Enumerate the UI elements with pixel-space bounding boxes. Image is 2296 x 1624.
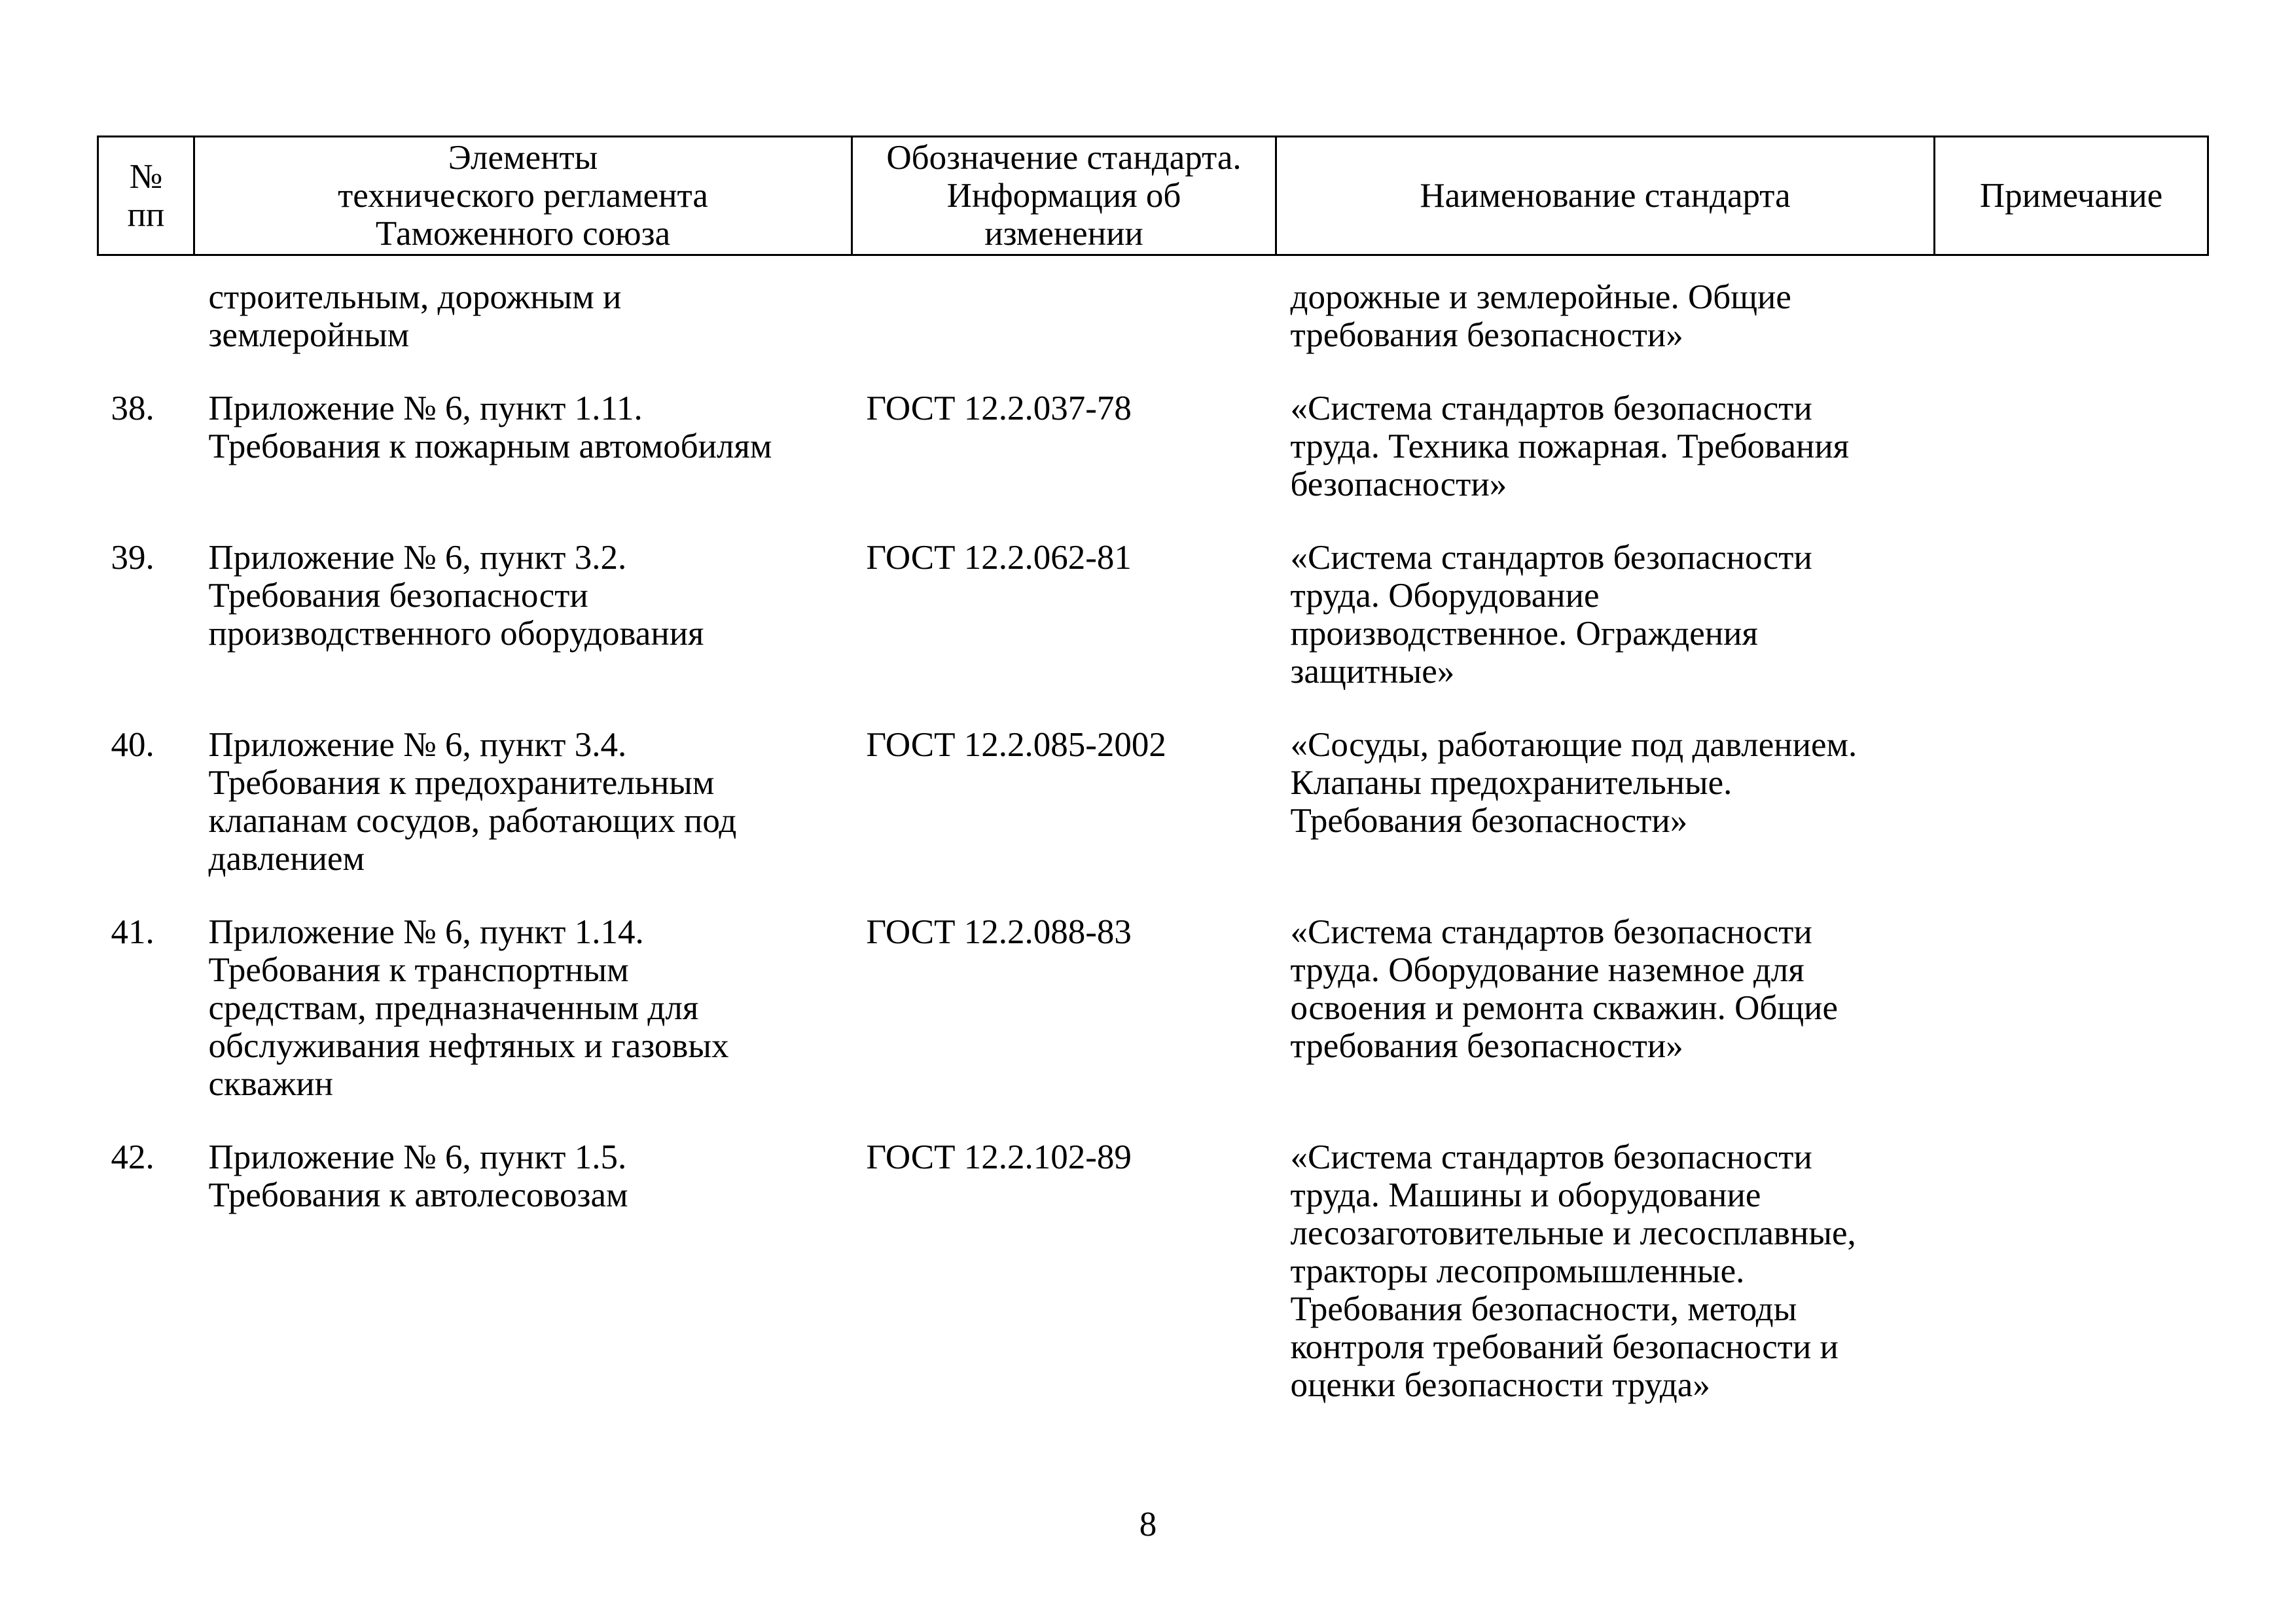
header-number-line: пп	[127, 196, 165, 234]
header-number	[98, 137, 194, 255]
row-element-line: Требования к пожарным автомобилям	[208, 427, 772, 465]
row-standard-code: ГОСТ 12.2.102-89	[866, 1138, 1132, 1176]
row-element	[194, 1138, 852, 1439]
row-name-line: Требования безопасности, методы	[1290, 1290, 1797, 1328]
header-note: Примечание	[1935, 137, 2208, 255]
row-number: 38.	[111, 389, 154, 427]
row-name-line: контроля требований безопасности и	[1290, 1328, 1839, 1366]
row-name-line: «Система стандартов безопасности	[1290, 389, 1812, 427]
header-elements-line: Таможенного союза	[375, 215, 671, 253]
row-element-line: строительным, дорожным и	[208, 278, 622, 316]
row-standard-code: ГОСТ 12.2.062-81	[866, 539, 1132, 577]
row-element-line: средствам, предназначенным для	[208, 989, 699, 1027]
row-name-line: «Сосуды, работающие под давлением.	[1290, 726, 1857, 764]
row-element	[194, 539, 852, 726]
row-standard-name	[1276, 255, 1935, 390]
header-elements-line: Элементы	[448, 139, 598, 177]
row-name-line: освоения и ремонта скважин. Общие	[1290, 989, 1839, 1027]
row-element-line: Приложение № 6, пункт 1.14.	[208, 913, 644, 951]
row-element-line: Требования безопасности	[208, 577, 588, 615]
row-element	[194, 255, 852, 390]
row-element-line: Приложение № 6, пункт 1.11.	[208, 389, 643, 427]
header-number-line: №	[129, 158, 163, 196]
standards-table	[97, 135, 2209, 1439]
row-element-line: Приложение № 6, пункт 1.5.	[208, 1138, 627, 1176]
row-number	[98, 255, 194, 390]
row-name-line: «Система стандартов безопасности	[1290, 1138, 1812, 1176]
row-name-line: труда. Техника пожарная. Требования	[1290, 427, 1850, 465]
header-code-line: Обозначение стандарта.	[886, 139, 1242, 177]
row-number: 40.	[111, 726, 154, 764]
row-note	[1935, 913, 2208, 1138]
row-name-line: защитные»	[1290, 653, 1455, 691]
row-name-line: безопасности»	[1290, 465, 1507, 503]
header-code-line: Информация об	[946, 177, 1181, 215]
row-element-line: давлением	[208, 840, 365, 878]
row-name-line: требования безопасности»	[1290, 316, 1683, 354]
row-standard-name	[1276, 389, 1935, 539]
row-element-line: Приложение № 6, пункт 3.4.	[208, 726, 627, 764]
table-row	[98, 1138, 2208, 1439]
row-element-line: клапанам сосудов, работающих под	[208, 802, 737, 840]
row-element-line: землеройным	[208, 316, 410, 354]
row-element-line: скважин	[208, 1065, 333, 1103]
header-elements-line: технического регламента	[338, 177, 708, 215]
row-standard-code	[852, 255, 1276, 390]
row-name-line: труда. Оборудование	[1290, 577, 1600, 615]
row-standard-code: ГОСТ 12.2.085-2002	[866, 726, 1166, 764]
row-element-line: Требования к предохранительным	[208, 764, 715, 802]
table-header	[98, 137, 2208, 255]
row-name-line: тракторы лесопромышленные.	[1290, 1252, 1745, 1290]
row-standard-name	[1276, 1138, 1935, 1439]
row-name-line: «Система стандартов безопасности	[1290, 913, 1812, 951]
row-note	[1935, 389, 2208, 539]
row-name-line: труда. Машины и оборудование	[1290, 1176, 1761, 1214]
row-element	[194, 389, 852, 539]
header-standard-name: Наименование стандарта	[1276, 137, 1935, 255]
row-name-line: дорожные и землеройные. Общие	[1290, 278, 1791, 316]
row-name-line: производственное. Ограждения	[1290, 615, 1758, 653]
row-element-line: Требования к автолесовозам	[208, 1176, 628, 1214]
row-name-line: оценки безопасности труда»	[1290, 1366, 1710, 1404]
table-row	[98, 389, 2208, 539]
table-row-continuation	[98, 255, 2208, 390]
row-note	[1935, 1138, 2208, 1439]
row-element-line: Приложение № 6, пункт 3.2.	[208, 539, 627, 577]
row-name-line: Клапаны предохранительные.	[1290, 764, 1732, 802]
row-standard-name	[1276, 539, 1935, 726]
row-standard-code: ГОСТ 12.2.088-83	[866, 913, 1132, 951]
row-element-line: производственного оборудования	[208, 615, 704, 653]
row-note	[1935, 539, 2208, 726]
row-number: 39.	[111, 539, 154, 577]
row-element-line: Требования к транспортным	[208, 951, 629, 989]
table-row	[98, 539, 2208, 726]
row-name-line: Требования безопасности»	[1290, 802, 1688, 840]
table-body	[98, 255, 2208, 1440]
header-standard-code	[852, 137, 1276, 255]
row-number: 41.	[111, 913, 154, 951]
header-code-line: изменении	[984, 215, 1143, 253]
row-element-line: обслуживания нефтяных и газовых	[208, 1027, 729, 1065]
row-standard-code: ГОСТ 12.2.037-78	[866, 389, 1132, 427]
table-row	[98, 913, 2208, 1138]
row-element	[194, 913, 852, 1138]
row-name-line: лесозаготовительные и лесосплавные,	[1290, 1214, 1856, 1252]
row-name-line: требования безопасности»	[1290, 1027, 1683, 1065]
table-row	[98, 726, 2208, 913]
row-standard-name	[1276, 726, 1935, 913]
row-name-line: «Система стандартов безопасности	[1290, 539, 1812, 577]
row-number: 42.	[111, 1138, 154, 1176]
row-standard-name	[1276, 913, 1935, 1138]
header-elements	[194, 137, 852, 255]
header-row	[98, 137, 2208, 255]
page-number: 8	[1139, 1506, 1157, 1543]
row-element	[194, 726, 852, 913]
row-note	[1935, 255, 2208, 390]
row-note	[1935, 726, 2208, 913]
row-name-line: труда. Оборудование наземное для	[1290, 951, 1804, 989]
